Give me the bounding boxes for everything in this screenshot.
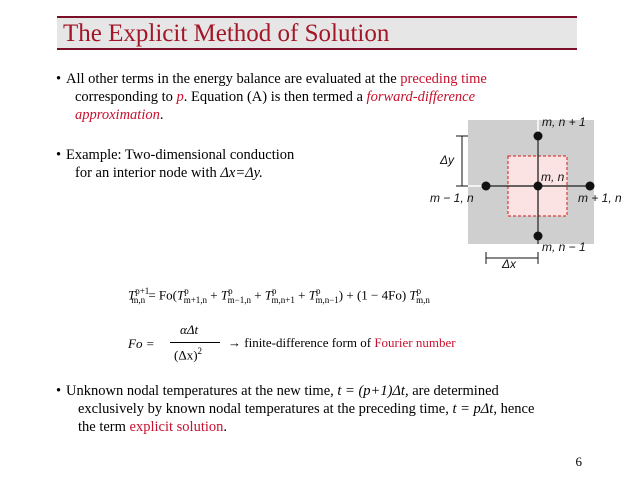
explicit-equation: $T^{p+1}_{m,n} = Fo(T^p_{m+1,n} + T^p_{m-1,n} + T^p_{m,n+1} + T^p_{m,n-1}) + (1 - 4Fo)$ $T^p_{m,n}$ <box>128 286 430 305</box>
node-top <box>534 132 543 141</box>
bullet-3-line-2: exclusively by known nodal temperatures at the preceding time, t = pΔt, hence <box>78 401 535 417</box>
bullet-dot: • <box>56 147 62 163</box>
fraction-denominator: $(\Delta x)^2$ <box>174 346 203 363</box>
dy-dimension <box>456 136 468 186</box>
node-left <box>482 182 491 191</box>
label-bottom-node: m, n − 1 <box>542 240 586 254</box>
label-center-node: m, n <box>541 170 565 184</box>
node-right <box>586 182 595 191</box>
node-grid-diagram <box>428 112 638 272</box>
bullet-2-line-2: for an interior node with Δx=Δy. <box>75 165 263 181</box>
bullet-dot: • <box>56 383 62 399</box>
page-number: 6 <box>575 454 582 469</box>
bullet-1-line-1: All other terms in the energy balance are evaluated at the preceding time <box>66 71 487 87</box>
slide-title: The Explicit Method of Solution <box>63 20 390 47</box>
label-dx: Δx <box>502 257 517 271</box>
bullet-1-line-3: approximation. <box>75 107 164 123</box>
bullet-2-line-1: Example: Two-dimensional conduction <box>66 147 295 163</box>
bullet-3 <box>56 382 606 436</box>
fraction-bar <box>170 342 220 343</box>
label-dy: Δy <box>440 153 455 167</box>
label-top-node: m, n + 1 <box>542 115 586 129</box>
bullet-dot: • <box>56 71 62 87</box>
title-bar <box>57 16 577 50</box>
label-left-node: m − 1, n <box>430 191 474 205</box>
fraction-numerator: αΔt <box>180 322 199 337</box>
bullet-2 <box>56 146 366 182</box>
label-right-node: m + 1, n <box>578 191 622 205</box>
bullet-3-line-3: the term explicit solution. <box>78 419 228 435</box>
bullet-3-line-1: Unknown nodal temperatures at the new time, t = (p+1)Δt, are determined <box>66 383 499 399</box>
bullet-1-line-2: corresponding to p. Equation (A) is then termed a forward-difference <box>75 89 476 105</box>
